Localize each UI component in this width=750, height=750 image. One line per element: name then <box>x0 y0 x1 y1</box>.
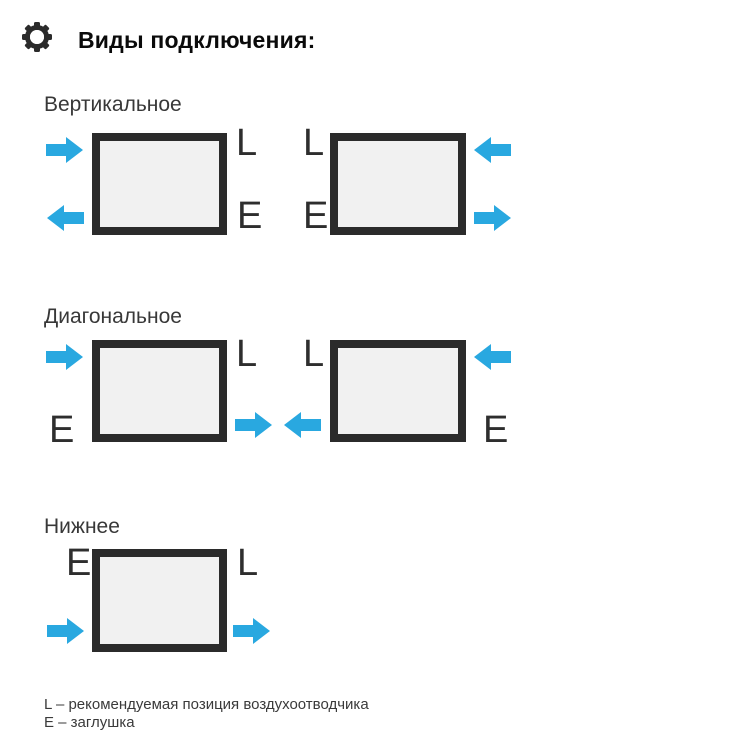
plug-label: E <box>483 409 509 451</box>
outlet-arrow-right-icon <box>233 618 271 644</box>
section-label-diagonal: Диагональное <box>44 305 182 328</box>
air-vent-label: L <box>236 333 258 375</box>
page-title: Виды подключения: <box>78 27 316 53</box>
legend-air-vent: L – рекомендуемая позиция воздухоотводчика <box>44 696 369 713</box>
legend-plug: E – заглушка <box>44 714 135 731</box>
plug-label: E <box>303 195 329 237</box>
air-vent-label: L <box>303 333 325 375</box>
air-vent-label: L <box>237 542 259 584</box>
inlet-arrow-right-icon <box>47 618 85 644</box>
air-vent-label: L <box>236 122 258 164</box>
air-vent-label: L <box>303 122 325 164</box>
section-label-bottom: Нижнее <box>44 515 120 538</box>
radiator-body <box>92 549 227 652</box>
section-label-vertical: Вертикальное <box>44 93 182 116</box>
plug-label: E <box>66 542 92 584</box>
plug-label: E <box>49 409 75 451</box>
plug-label: E <box>237 195 263 237</box>
